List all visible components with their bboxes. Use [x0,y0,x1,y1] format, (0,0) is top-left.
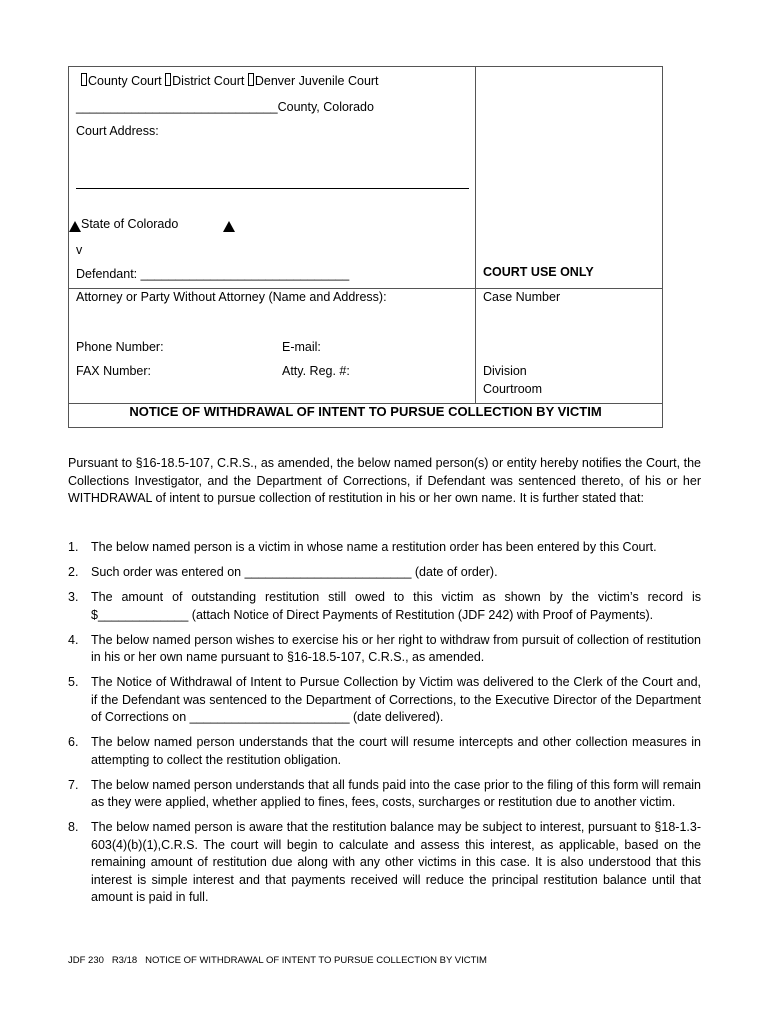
list-item [68,632,701,667]
caption-rule-top [69,288,662,289]
item-number: 6. [68,735,79,749]
item-number: 2. [68,565,79,579]
attorney-label: Attorney or Party Without Attorney (Name and Address): [76,290,387,304]
fax-label: FAX Number: [76,364,152,378]
list-item [68,734,701,769]
county-court-label: County Court [88,74,162,88]
county-court-checkbox[interactable] [81,73,87,86]
item-text: The below named person is aware that the restitution balance may be subject to interest, pursuant to §18-1.3-603(4)(b)(1),C.R.S. The court will begin to calculate and assess this interest, as applicable, based on the remaining amount of restitution due along with any other victims in this case. It is also understood that this interest is simple interest and that payments received will reduce the principal restitution balance until that amount is paid in full. [91,820,701,904]
intro-paragraph: Pursuant to §16-18.5-107, C.R.S., as amended, the below named person(s) or entity hereby notifies the Court, the Collections Investigator, and the Department of Corrections, if Defendant was sentenced thereto, of his or her WITHDRAWAL of intent to pursue collection of restitution in his or her own name. It is further stated that: [68,456,701,505]
item-text: The below named person understands that all funds paid into the case prior to the filing of this form will remain as they were applied, whether applied to fines, fees, costs, surcharges or restitution due to another victim. [91,777,701,809]
district-court-label: District Court [172,74,245,88]
defendant-field[interactable]: Defendant: ______________________________ [76,267,350,281]
list-item [68,539,701,557]
item-number: 8. [68,820,79,834]
item-number: 7. [68,777,79,792]
court-address-label: Court Address: [76,124,159,138]
plaintiff-name: State of Colorado [81,217,179,231]
list-item [68,819,701,907]
division-label: Division [483,364,527,378]
up-arrow-icon [223,221,235,232]
versus-label: v [76,243,83,257]
list-item [68,564,701,582]
item-number: 5. [68,675,79,689]
item-number: 4. [68,632,79,647]
county-field[interactable]: _____________________________County, Colorado [76,100,374,114]
atty-reg-label: Atty. Reg. #: [282,364,350,378]
courtroom-label: Courtroom [483,382,543,396]
caption-divider [475,67,476,403]
form-footer: JDF 230 R3/18 NOTICE OF WITHDRAWAL OF INTENT TO PURSUE COLLECTION BY VICTIM [68,955,487,966]
item-text: Such order was entered on ________________________ (date of order). [91,565,498,579]
district-court-checkbox[interactable] [165,73,171,86]
list-item [68,674,701,727]
form-title: NOTICE OF WITHDRAWAL OF INTENT TO PURSUE COLLECTION BY VICTIM [129,404,602,419]
juvenile-court-checkbox[interactable] [248,73,254,86]
phone-label: Phone Number: [76,340,164,354]
court-address-line[interactable] [76,188,469,189]
up-arrow-icon [69,221,81,232]
caption-box [68,66,663,428]
item-number: 3. [68,590,79,604]
item-text: The below named person is a victim in whose name a restitution order has been entered by this Court. [91,540,657,554]
item-text: The below named person wishes to exercise his or her right to withdraw from pursuit of collection of restitution in his or her own name pursuant to §16-18.5-107, C.R.S., as amended. [91,632,701,664]
email-label: E-mail: [282,340,321,354]
case-number-label: Case Number [483,290,561,304]
list-item [68,589,701,624]
juvenile-court-label: Denver Juvenile Court [254,74,379,88]
court-use-only-label: COURT USE ONLY [483,265,594,279]
item-text: The below named person understands that the court will resume intercepts and other collection measures in attempting to collect the restitution obligation. [91,735,701,767]
court-type-selection [81,73,379,89]
item-number: 1. [68,540,79,554]
list-item [68,777,701,812]
statement-list [68,539,701,914]
item-text: The Notice of Withdrawal of Intent to Pursue Collection by Victim was delivered to the Clerk of the Court and, if the Defendant was sentenced to the Department of Corrections, to the Executive Director of the Department of Corrections on _______________________ (date delivered). [91,675,701,724]
item-text: The amount of outstanding restitution still owed to this victim as shown by the victim’s record is $_____________ (attach Notice of Direct Payments of Restitution (JDF 242) with Proof of Payments). [91,590,701,622]
